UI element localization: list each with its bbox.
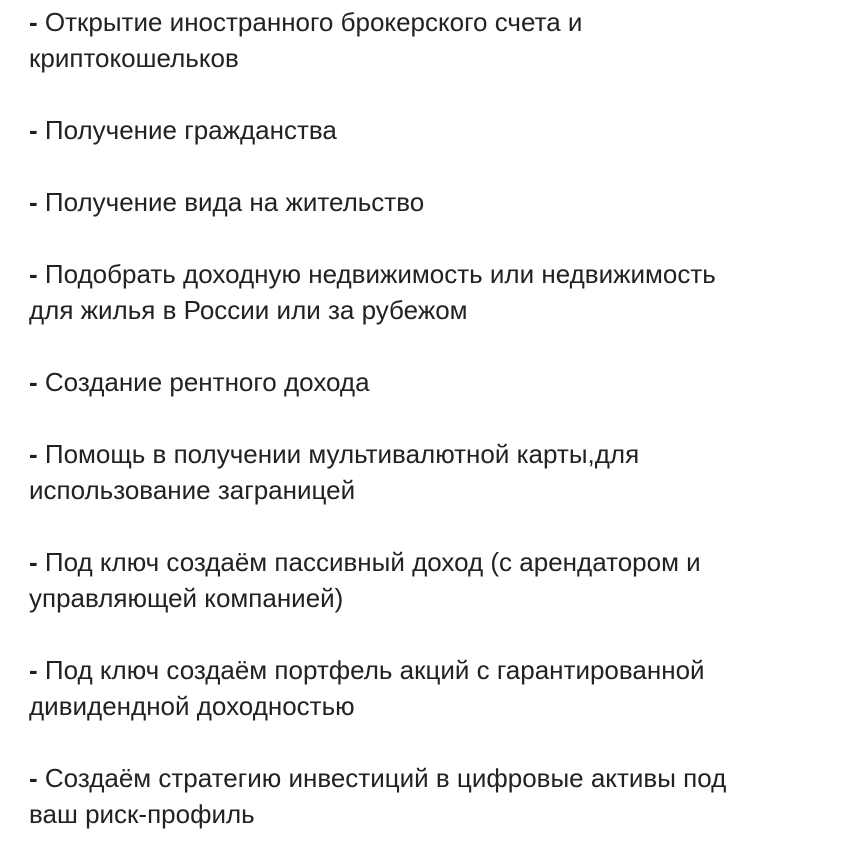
list-item-text: Создание рентного дохода [37, 367, 370, 397]
list-item [29, 544, 829, 616]
list-dash: - [29, 763, 38, 793]
list-item-text: Под ключ создаём пассивный доход (с арендатором и управляющей компанией) [29, 547, 701, 613]
list-item [29, 760, 829, 832]
list-item [29, 364, 829, 400]
list-item [29, 256, 829, 328]
list-item-text: Под ключ создаём портфель акций с гарантированной дивидендной доходностью [29, 655, 705, 721]
list-dash: - [29, 547, 38, 577]
list-dash: - [29, 367, 38, 397]
list-item [29, 4, 829, 76]
list-dash: - [29, 115, 38, 145]
services-list [29, 4, 829, 868]
list-item [29, 112, 829, 148]
list-item-text: Помощь в получении мультивалютной карты,для использование заграницей [29, 439, 640, 505]
list-item [29, 436, 829, 508]
list-dash: - [29, 655, 38, 685]
list-item-text: Открытие иностранного брокерского счета и криптокошельков [29, 7, 583, 73]
list-item-text: Создаём стратегию инвестиций в цифровые активы под ваш риск-профиль [29, 763, 727, 829]
list-item-text: Подобрать доходную недвижимость или недвижимость для жилья в России или за рубежом [29, 259, 716, 325]
list-item-text: Получение вида на жительство [37, 187, 425, 217]
list-item [29, 184, 829, 220]
list-item-text: Получение гражданства [37, 115, 337, 145]
list-dash: - [29, 187, 38, 217]
list-dash: - [29, 7, 38, 37]
list-dash: - [29, 259, 38, 289]
list-item [29, 652, 829, 724]
list-dash: - [29, 439, 38, 469]
